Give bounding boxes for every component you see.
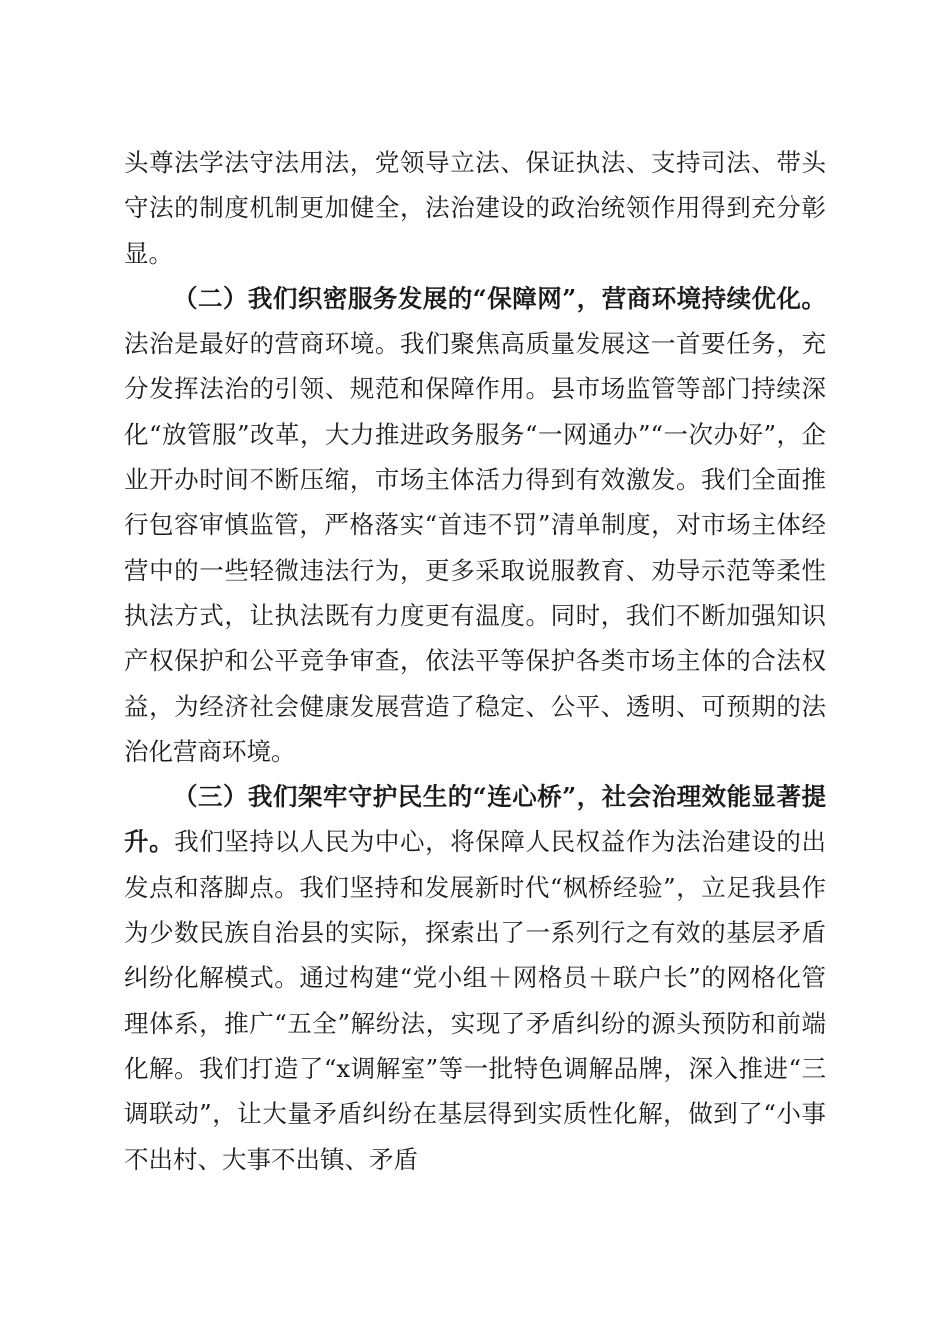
paragraph-section-2 bbox=[124, 276, 826, 774]
paragraph-body: 我们坚持以人民为中心，将保障人民权益作为法治建设的出发点和落脚点。我们坚持和发展新时代“枫桥经验”，立足我县作为少数民族自治县的实际，探索出了一系列行之有效的基层矛盾纠纷化解模式。通过构建“党小组＋网格员＋联户长”的网格化管理体系，推广“五全”解纷法，实现了矛盾纠纷的源头预防和前端化解。我们打造了“x调解室”等一批特色调解品牌，深入推进“三调联动”，让大量矛盾纠纷在基层得到实质性化解，做到了“小事不出村、大事不出镇、矛盾 bbox=[124, 827, 826, 1174]
section-heading: （三）我们架牢守护民生的“连心桥”，社会治理效能显著提升。 bbox=[124, 782, 826, 857]
paragraph-section-3 bbox=[124, 774, 826, 1182]
paragraph-continuation bbox=[124, 140, 826, 276]
document-body bbox=[124, 140, 826, 1182]
section-heading: （二）我们织密服务发展的“保障网”，营商环境持续优化。 bbox=[173, 283, 826, 313]
paragraph-body: 法治是最好的营商环境。我们聚焦高质量发展这一首要任务，充分发挥法治的引领、规范和保障作用。县市场监管等部门持续深化“放管服”改革，大力推进政务服务“一网通办”“一次办好”，企业开办时间不断压缩，市场主体活力得到有效激发。我们全面推行包容审慎监管，严格落实“首违不罚”清单制度，对市场主体经营中的一些轻微违法行为，更多采取说服教育、劝导示范等柔性执法方式，让执法既有力度更有温度。同时，我们不断加强知识产权保护和公平竞争审查，依法平等保护各类市场主体的合法权益，为经济社会健康发展营造了稳定、公平、透明、可预期的法治化营商环境。 bbox=[124, 329, 826, 766]
paragraph-body: 头尊法学法守法用法，党领导立法、保证执法、支持司法、带头守法的制度机制更加健全，法治建设的政治统领作用得到充分彰显。 bbox=[124, 148, 826, 268]
